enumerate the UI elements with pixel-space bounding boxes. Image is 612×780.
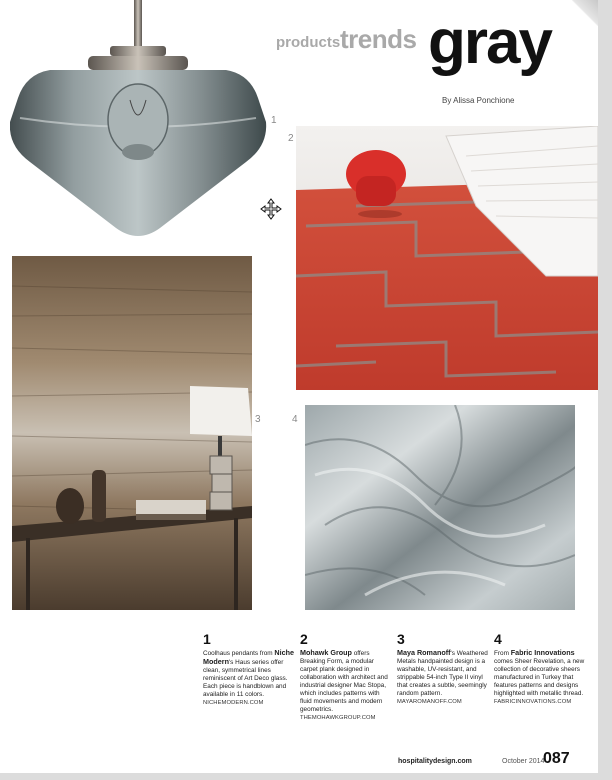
- caption-body: offers Breaking Form, a modular carpet plank designed in collaboration with architect and industrial designer Mac Stopa, which includes patterns with fluid movements and modern geometrics.: [300, 650, 388, 713]
- photo-number-4: 4: [292, 414, 298, 425]
- photo-number-3: 3: [255, 414, 261, 425]
- move-cursor-icon: [260, 198, 282, 220]
- caption-url[interactable]: FABRICINNOVATIONS.COM: [494, 699, 572, 705]
- caption-number: 4: [494, 631, 502, 647]
- caption-lead: From: [494, 650, 511, 657]
- caption-url[interactable]: NICHEMODERN.COM: [203, 700, 264, 706]
- photo-pendant-lamp: [10, 0, 272, 240]
- page-footer: [398, 752, 578, 772]
- caption-body: comes Sheer Revelation, a new collection of decorative sheers manufactured in Turkey that features patterns and designs highlighted with metallic thread.: [494, 658, 585, 697]
- caption-company: Maya Romanoff: [397, 648, 451, 657]
- photo-wall-covering: [12, 256, 252, 610]
- caption-body: 's Haus series offer clean, symmetrical lines reminiscent of Art Deco glass. Each piece is handblown and available in 11 colors.: [203, 659, 288, 698]
- photo-fabric-sheers: [305, 405, 575, 610]
- page-title: gray: [428, 8, 551, 77]
- page-number: 087: [543, 750, 570, 767]
- caption-1: [203, 632, 295, 707]
- section-label-products: products: [276, 34, 341, 51]
- caption-3: [397, 632, 489, 706]
- caption-company: Niche Modern: [203, 648, 294, 666]
- page-header: [276, 8, 596, 118]
- photo-carpet-room: [296, 126, 598, 390]
- byline: By Alissa Ponchione: [442, 96, 515, 105]
- photo-number-2: 2: [288, 133, 294, 144]
- caption-number: 2: [300, 631, 308, 647]
- caption-2: [300, 632, 392, 722]
- page-curl[interactable]: [572, 0, 598, 26]
- footer-site[interactable]: hospitalitydesign.com: [398, 758, 472, 765]
- caption-lead: Coolhaus pendants from: [203, 650, 275, 657]
- caption-number: 3: [397, 631, 405, 647]
- caption-4: [494, 632, 586, 706]
- caption-url[interactable]: THEMOHAWKGROUP.COM: [300, 715, 376, 721]
- caption-body: 's Weathered Metals handpainted design is a washable, UV-resistant, and strippable 54-inch Type II vinyl that creates a subtle, seemingly random pattern.: [397, 650, 488, 697]
- caption-company: Fabric Innovations: [510, 648, 575, 657]
- caption-number: 1: [203, 631, 211, 647]
- photo-number-1: 1: [271, 115, 277, 126]
- footer-date: October 2014: [502, 758, 545, 765]
- section-label-trends: trends: [340, 24, 417, 54]
- caption-company: Mohawk Group: [300, 648, 352, 657]
- caption-url[interactable]: MAYAROMANOFF.COM: [397, 699, 462, 705]
